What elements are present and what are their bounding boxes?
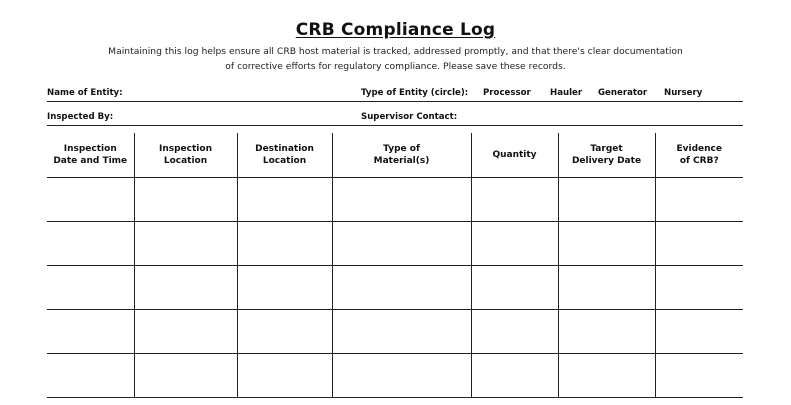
table-cell[interactable]: [471, 178, 558, 222]
table-cell[interactable]: [134, 310, 237, 354]
entity-option-hauler: Hauler: [550, 88, 583, 98]
column-header: Quantity: [471, 133, 558, 178]
entity-option-nursery: Nursery: [664, 88, 703, 98]
column-header: Inspection Date and Time: [47, 133, 134, 178]
table-cell[interactable]: [47, 354, 134, 398]
column-header: Inspection Location: [134, 133, 237, 178]
table-cell[interactable]: [655, 310, 743, 354]
supervisor-contact-label: Supervisor Contact:: [361, 112, 458, 122]
table-cell[interactable]: [47, 222, 134, 266]
table-cell[interactable]: [655, 178, 743, 222]
column-header: Target Delivery Date: [558, 133, 655, 178]
inspected-by-label: Inspected By:: [47, 112, 114, 122]
table-row: [47, 222, 743, 266]
entity-row: [47, 87, 743, 102]
name-of-entity-label: Name of Entity:: [47, 88, 123, 98]
table-cell[interactable]: [332, 266, 471, 310]
table-cell[interactable]: [471, 266, 558, 310]
table-cell[interactable]: [471, 310, 558, 354]
table-cell[interactable]: [471, 222, 558, 266]
table-cell[interactable]: [655, 354, 743, 398]
table-cell[interactable]: [558, 178, 655, 222]
table-cell[interactable]: [134, 222, 237, 266]
table-cell[interactable]: [655, 266, 743, 310]
table-cell[interactable]: [134, 354, 237, 398]
table-cell[interactable]: [134, 178, 237, 222]
table-cell[interactable]: [47, 178, 134, 222]
page-title: CRB Compliance Log: [295, 20, 496, 40]
table-cell[interactable]: [237, 178, 332, 222]
table-cell[interactable]: [332, 178, 471, 222]
inspection-row: [47, 111, 743, 126]
compliance-log-table: [47, 133, 743, 398]
table-cell[interactable]: [237, 310, 332, 354]
table-cell[interactable]: [134, 266, 237, 310]
column-header: Evidence of CRB?: [655, 133, 743, 178]
table-cell[interactable]: [332, 222, 471, 266]
table-cell[interactable]: [237, 354, 332, 398]
table-cell[interactable]: [471, 354, 558, 398]
type-of-entity-label: Type of Entity (circle):: [361, 88, 469, 98]
table-row: [47, 178, 743, 222]
column-header: Type of Material(s): [332, 133, 471, 178]
table-cell[interactable]: [47, 310, 134, 354]
table-cell[interactable]: [558, 354, 655, 398]
table-cell[interactable]: [237, 266, 332, 310]
table-row: [47, 310, 743, 354]
entity-option-generator: Generator: [598, 88, 648, 98]
table-cell[interactable]: [237, 222, 332, 266]
table-cell[interactable]: [332, 310, 471, 354]
table-row: [47, 354, 743, 398]
table-cell[interactable]: [558, 266, 655, 310]
table-cell[interactable]: [655, 222, 743, 266]
table-cell[interactable]: [47, 266, 134, 310]
table-row: [47, 266, 743, 310]
table-header-row: [47, 133, 743, 178]
table-cell[interactable]: [558, 222, 655, 266]
table-cell[interactable]: [558, 310, 655, 354]
intro-paragraph: Maintaining this log helps ensure all CRB host material is tracked, addressed promptly, and that there's clear documentation of corrective efforts for regulatory compliance. Please save these records.: [108, 46, 683, 72]
entity-option-processor: Processor: [483, 88, 531, 98]
table-cell[interactable]: [332, 354, 471, 398]
column-header: Destination Location: [237, 133, 332, 178]
table-body: [47, 178, 743, 398]
